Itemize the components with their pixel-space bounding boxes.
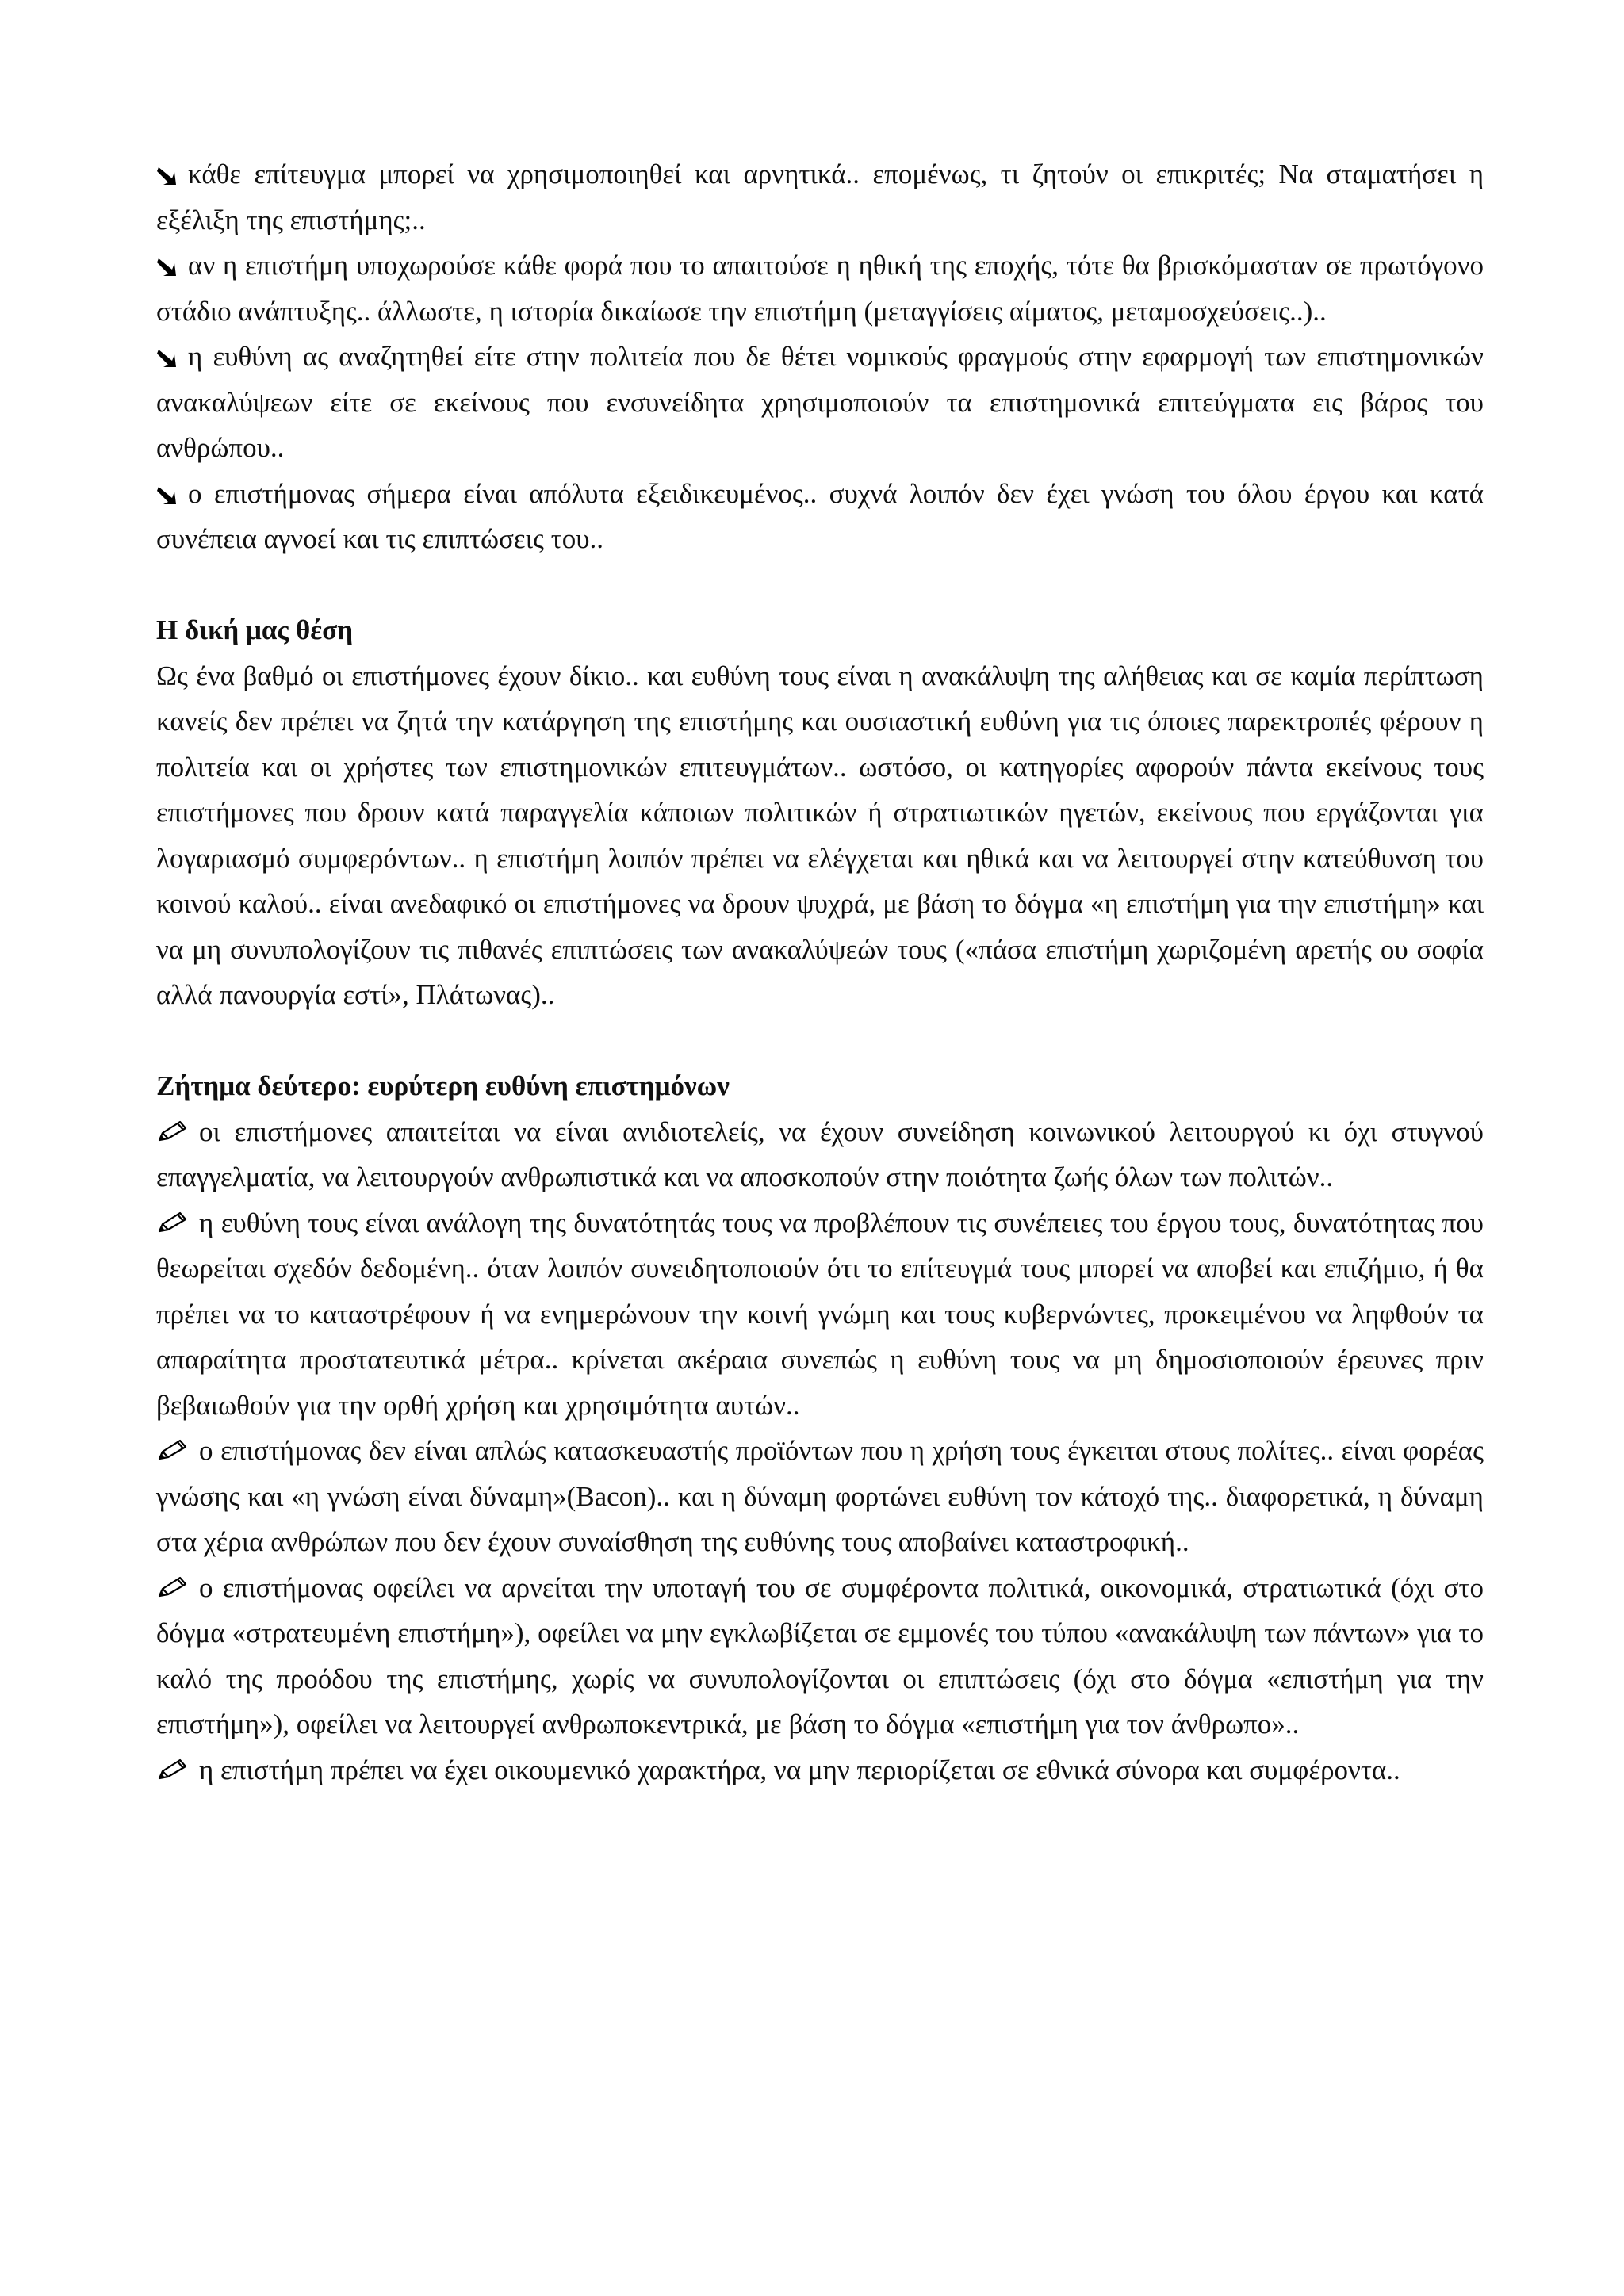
document-page [156,151,1484,1793]
point-bullet [156,1428,1484,1565]
point-bullet-text: ο επιστήμονας οφείλει να αρνείται την υποταγή του σε συμφέροντα πολιτικά, οικονομικά, στρατιωτικά (όχι στο δόγμα «στρατευμένη επιστήμη»), οφείλει να μην εγκλωβίζεται σε εμμονές του τύπου «ανακάλυψη των πάντων» για το καλό της προόδου της επιστήμης, χωρίς να συνυπολογίζονται οι επιπτώσεις (όχι στο δόγμα «επιστήμη για την επιστήμη»), οφείλει να λειτουργεί ανθρωποκεντρικά, με βάση το δόγμα «επιστήμη για τον άνθρωπο».. [156,1571,1484,1739]
arrow-down-right-icon [156,484,177,505]
argument-bullet-text: αν η επιστήμη υποχωρούσε κάθε φορά που το απαιτούσε η ηθική της εποχής, τότε θα βρισκόμασταν σε πρωτόγονο στάδιο ανάπτυξης.. άλλωστε, η ιστορία δικαίωσε την επιστήμη (μεταγγίσεις αίματος, μεταμοσχεύσεις..).. [156,250,1484,327]
point-bullet [156,1747,1484,1793]
argument-bullet [156,151,1484,243]
pencil-icon [156,1758,188,1781]
point-bullet-text: οι επιστήμονες απαιτείται να είναι ανιδιοτελείς, να έχουν συνείδηση κοινωνικού λειτουργού κι όχι στυγνού επαγγελματία, να λειτουργούν ανθρωπιστικά και να αποσκοπούν στην ποιότητα ζωής όλων των πολιτών.. [156,1115,1484,1192]
spacer [156,562,1484,608]
section-heading: Ζήτημα δεύτερο: ευρύτερη ευθύνη επιστημόνων [156,1070,730,1101]
arrow-down-right-icon [156,256,177,277]
argument-bullet [156,243,1484,334]
pencil-icon [156,1211,188,1234]
argument-bullet-text: ο επιστήμονας σήμερα είναι απόλυτα εξειδικευμένος.. συχνά λοιπόν δεν έχει γνώση του όλου έργου και κατά συνέπεια αγνοεί και τις επιπτώσεις του.. [156,477,1484,554]
argument-bullet [156,334,1484,471]
point-bullet-text: η επιστήμη πρέπει να έχει οικουμενικό χαρακτήρα, να μην περιορίζεται σε εθνικά σύνορα και συμφέροντα.. [199,1754,1400,1785]
section-heading: Η δική μας θέση [156,614,354,645]
arrow-down-right-icon [156,165,177,186]
point-bullet-text: ο επιστήμονας δεν είναι απλώς κατασκευαστής προϊόντων που η χρήση τους έγκειται στους πολίτες.. είναι φορέας γνώσης και «η γνώση είναι δύναμη»(Bacon).. και η δύναμη φορτώνει ευθύνη τον κάτοχό της.. διαφορετικά, η δύναμη στα χέρια ανθρώπων που δεν έχουν συναίσθηση της ευθύνης τους αποβαίνει καταστροφική.. [156,1435,1484,1557]
argument-bullet-text: κάθε επίτευγμα μπορεί να χρησιμοποιηθεί και αρνητικά.. επομένως, τι ζητούν οι επικριτές; Να σταματήσει η εξέλιξη της επιστήμης;.. [156,159,1484,235]
point-bullet [156,1200,1484,1429]
pencil-icon [156,1576,188,1598]
argument-bullet-text: η ευθύνη ας αναζητηθεί είτε στην πολιτεία που δε θέτει νομικούς φραγμούς στην εφαρμογή των επιστημονικών ανακαλύψεων είτε σε εκείνους που ενσυνείδητα χρησιμοποιούν τα επιστημονικά επιτεύγματα εις βάρος του ανθρώπου.. [156,341,1484,463]
body-paragraph: Ως ένα βαθμό οι επιστήμονες έχουν δίκιο.. και ευθύνη τους είναι η ανακάλυψη της αλήθειας και σε καμία περίπτωση κανείς δεν πρέπει να ζητά την κατάργηση της επιστήμης και ουσιαστική ευθύνη για τις όποιες παρεκτροπές φέρουν η πολιτεία και οι χρήστες των επιστημονικών επιτευγμάτων.. ωστόσο, οι κατηγορίες αφορούν πάντα εκείνους τους επιστήμονες που δρουν κατά παραγγελία κάποιων πολιτικών ή στρατιωτικών ηγετών, εκείνους που εργάζονται για λογαριασμό συμφερόντων.. η επιστήμη λοιπόν πρέπει να ελέγχεται και ηθικά και να λειτουργεί στην κατεύθυνση του κοινού καλού.. είναι ανεδαφικό οι επιστήμονες να δρουν ψυχρά, με βάση το δόγμα «η επιστήμη για την επιστήμη» και να μη συνυπολογίζουν τις πιθανές επιπτώσεις των ανακαλύψεών τους («πάσα επιστήμη χωριζομένη αρετής ου σοφία αλλά πανουργία εστί», Πλάτωνας).. [156,660,1484,1010]
pencil-icon [156,1439,188,1461]
point-bullet [156,1565,1484,1747]
arrow-down-right-icon [156,347,177,368]
argument-bullet [156,471,1484,562]
point-bullet [156,1109,1484,1200]
pencil-icon [156,1120,188,1142]
point-bullet-text: η ευθύνη τους είναι ανάλογη της δυνατότητάς τους να προβλέπουν τις συνέπειες του έργου τους, δυνατότητας που θεωρείται σχεδόν δεδομένη.. όταν λοιπόν συνειδητοποιούν ότι το επίτευγμά τους μπορεί να αποβεί και επιζήμιο, ή θα πρέπει να το καταστρέφουν ή να ενημερώνουν την κοινή γνώμη και τους κυβερνώντες, προκειμένου να ληφθούν τα απαραίτητα προστατευτικά μέτρα.. κρίνεται ακέραια συνεπώς η ευθύνη τους να μη δημοσιοποιούν έρευνες πριν βεβαιωθούν για την ορθή χρήση και χρησιμότητα αυτών.. [156,1207,1484,1421]
spacer [156,1018,1484,1064]
